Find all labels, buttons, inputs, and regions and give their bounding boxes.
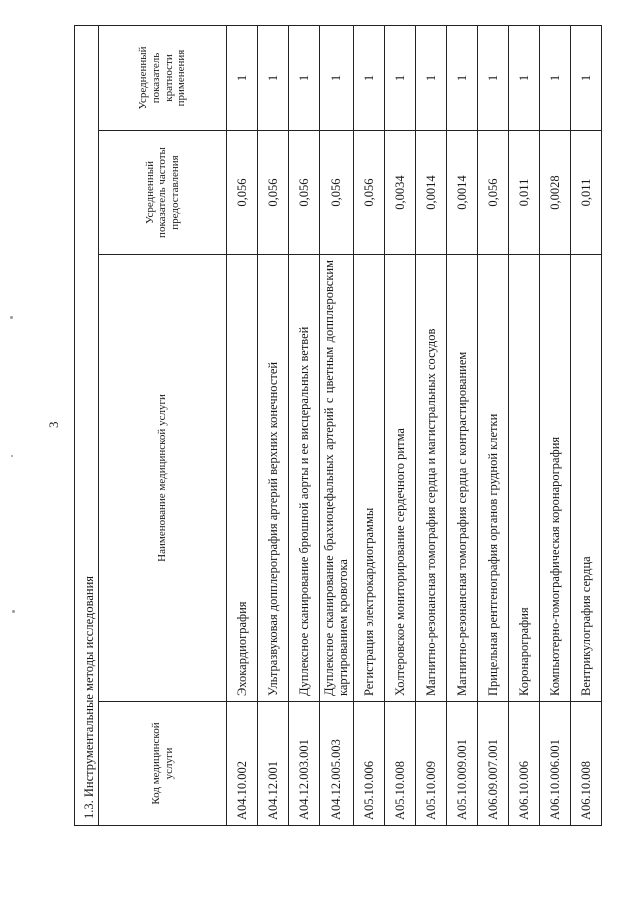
service-name-cell: Магнитно-резонансная томография сердца с контрастированием <box>446 255 477 702</box>
service-name-cell: Дуплексное сканирование брюшной аорты и ее висцеральных ветвей <box>289 255 320 702</box>
multiplicity-cell: 1 <box>289 25 320 130</box>
table-row <box>477 25 508 825</box>
service-name-cell: Дуплексное сканирование брахиоцефальных артерий с цветным допплеровским картированием кровотока <box>320 255 354 702</box>
table-row <box>415 25 446 825</box>
rotated-table-wrapper <box>74 26 593 826</box>
code-cell: A04.10.002 <box>227 702 258 826</box>
scan-speck <box>10 316 13 319</box>
code-cell: A05.10.009 <box>415 702 446 826</box>
frequency-cell: 0,056 <box>258 131 289 255</box>
services-table-body <box>75 25 602 825</box>
multiplicity-cell: 1 <box>258 25 289 130</box>
scan-speck <box>12 610 15 613</box>
multiplicity-cell: 1 <box>477 25 508 130</box>
multiplicity-cell: 1 <box>353 25 384 130</box>
code-cell: A04.12.001 <box>258 702 289 826</box>
frequency-cell: 0,056 <box>227 131 258 255</box>
service-name-cell: Магнитно-резонансная томография сердца и магистральных сосудов <box>415 255 446 702</box>
header-code: Код медицинской услуги <box>99 702 227 826</box>
table-row <box>227 25 258 825</box>
frequency-cell: 0,0014 <box>446 131 477 255</box>
frequency-cell: 0,0034 <box>384 131 415 255</box>
multiplicity-cell: 1 <box>446 25 477 130</box>
multiplicity-cell: 1 <box>539 25 570 130</box>
multiplicity-cell: 1 <box>570 25 601 130</box>
header-row <box>99 25 227 825</box>
code-cell: A04.12.005.003 <box>320 702 354 826</box>
code-cell: A04.12.003.001 <box>289 702 320 826</box>
section-title: 1.3. Инструментальные методы исследования <box>75 25 99 825</box>
code-cell: A06.10.008 <box>570 702 601 826</box>
frequency-cell: 0,056 <box>320 131 354 255</box>
service-name-cell: Коронарография <box>508 255 539 702</box>
frequency-cell: 0,056 <box>289 131 320 255</box>
scan-speck <box>11 455 13 457</box>
section-row <box>75 25 99 825</box>
table-row <box>384 25 415 825</box>
multiplicity-cell: 1 <box>320 25 354 130</box>
multiplicity-cell: 1 <box>508 25 539 130</box>
code-cell: A05.10.008 <box>384 702 415 826</box>
service-name-cell: Вентрикулография сердца <box>570 255 601 702</box>
frequency-cell: 0,056 <box>477 131 508 255</box>
page-number: 3 <box>46 421 61 428</box>
frequency-cell: 0,0014 <box>415 131 446 255</box>
services-table <box>74 25 602 826</box>
table-row <box>353 25 384 825</box>
table-row <box>508 25 539 825</box>
table-row <box>446 25 477 825</box>
multiplicity-cell: 1 <box>415 25 446 130</box>
code-cell: A05.10.006 <box>353 702 384 826</box>
table-row <box>289 25 320 825</box>
code-cell: A06.09.007.001 <box>477 702 508 826</box>
service-name-cell: Эхокардиография <box>227 255 258 702</box>
service-name-cell: Холтеровское мониторирование сердечного ритма <box>384 255 415 702</box>
table-row <box>320 25 354 825</box>
table-row <box>258 25 289 825</box>
code-cell: A06.10.006.001 <box>539 702 570 826</box>
header-multiplicity: Усредненный показатель кратности применения <box>99 25 227 130</box>
frequency-cell: 0,056 <box>353 131 384 255</box>
header-name: Наименование медицинской услуги <box>99 255 227 702</box>
code-cell: A06.10.006 <box>508 702 539 826</box>
service-name-cell: Прицельная рентгенография органов грудной клетки <box>477 255 508 702</box>
code-cell: A05.10.009.001 <box>446 702 477 826</box>
frequency-cell: 0,0028 <box>539 131 570 255</box>
frequency-cell: 0,011 <box>508 131 539 255</box>
multiplicity-cell: 1 <box>227 25 258 130</box>
service-name-cell: Компьютерно-томографическая коронарография <box>539 255 570 702</box>
table-row <box>539 25 570 825</box>
service-name-cell: Ультразвуковая допплерография артерий верхних конечностей <box>258 255 289 702</box>
multiplicity-cell: 1 <box>384 25 415 130</box>
frequency-cell: 0,011 <box>570 131 601 255</box>
table-row <box>570 25 601 825</box>
header-frequency: Усредненный показатель частоты предоставления <box>99 131 227 255</box>
service-name-cell: Регистрация электрокардиограммы <box>353 255 384 702</box>
